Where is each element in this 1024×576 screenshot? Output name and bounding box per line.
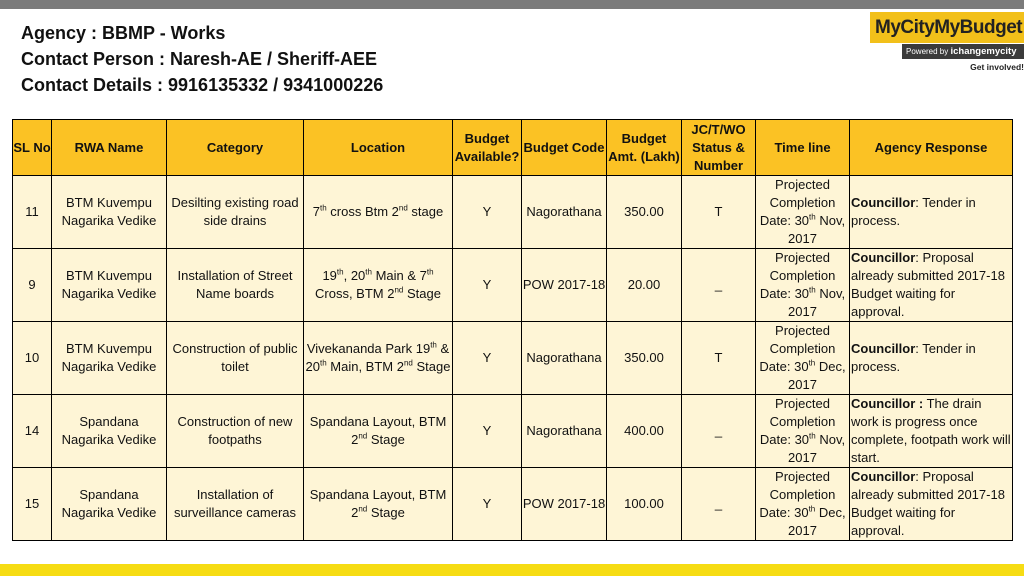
timeline-cell: Projected Completion Date: 30th Nov, 2017 xyxy=(756,249,850,322)
response-text: : Tender in process. xyxy=(851,341,976,374)
table-header-row xyxy=(13,120,1013,176)
location-cell: 7th cross Btm 2nd stage xyxy=(304,176,453,249)
response-label: Councillor xyxy=(851,469,916,484)
status-cell: _ xyxy=(682,249,756,322)
category-cell: Desilting existing road side drains xyxy=(167,176,304,249)
response-text: : Proposal already submitted 2017-18 Budget waiting for approval. xyxy=(851,469,1005,538)
powered-by-label: Powered by xyxy=(906,47,949,56)
category-cell: Construction of public toilet xyxy=(167,322,304,395)
response-label: Councillor : xyxy=(851,396,924,411)
works-table xyxy=(12,119,1013,541)
agency-response-cell xyxy=(850,322,1013,395)
budget-code-cell: POW 2017-18 xyxy=(522,468,607,541)
budget-amount-cell: 350.00 xyxy=(607,322,682,395)
timeline-cell: Projected Completion Date: 30th Nov, 2017 xyxy=(756,176,850,249)
rwa-name-cell: Spandana Nagarika Vedike xyxy=(52,395,167,468)
agency-title: Agency : BBMP - Works xyxy=(21,23,226,43)
column-header: Time line xyxy=(756,120,850,176)
budget-available-cell: Y xyxy=(453,176,522,249)
table-row xyxy=(13,322,1013,395)
budget-amount-cell: 350.00 xyxy=(607,176,682,249)
status-cell: _ xyxy=(682,395,756,468)
table-row xyxy=(13,395,1013,468)
budget-code-cell: Nagorathana xyxy=(522,322,607,395)
response-text: : Proposal already submitted 2017-18 Budget waiting for approval. xyxy=(851,250,1005,319)
status-cell: T xyxy=(682,176,756,249)
location-cell: Spandana Layout, BTM 2nd Stage xyxy=(304,395,453,468)
budget-code-cell: Nagorathana xyxy=(522,176,607,249)
column-header: Budget Available? xyxy=(453,120,522,176)
agency-response-cell xyxy=(850,468,1013,541)
budget-code-cell: POW 2017-18 xyxy=(522,249,607,322)
rwa-name-cell: BTM Kuvempu Nagarika Vedike xyxy=(52,249,167,322)
location-cell: Spandana Layout, BTM 2nd Stage xyxy=(304,468,453,541)
status-cell: _ xyxy=(682,468,756,541)
timeline-cell: Projected Completion Date: 30th Dec, 2017 xyxy=(756,322,850,395)
column-header: RWA Name xyxy=(52,120,167,176)
contact-details: Contact Details : 9916135332 / 9341000226 xyxy=(21,75,384,95)
column-header: Budget Amt. (Lakh) xyxy=(607,120,682,176)
rwa-name-cell: BTM Kuvempu Nagarika Vedike xyxy=(52,176,167,249)
sl-no-cell: 15 xyxy=(13,468,52,541)
response-label: Councillor xyxy=(851,195,916,210)
sl-no-cell: 11 xyxy=(13,176,52,249)
category-cell: Construction of new footpaths xyxy=(167,395,304,468)
column-header: JC/T/WO Status & Number xyxy=(682,120,756,176)
mycitymybudget-logo xyxy=(870,12,1024,76)
column-header: Location xyxy=(304,120,453,176)
logo-wordmark: MyCityMyBudget xyxy=(870,12,1024,43)
table-row xyxy=(13,249,1013,322)
logo-tagline: Get involved! xyxy=(970,62,1024,72)
location-cell: Vivekananda Park 19th & 20th Main, BTM 2nd Stage xyxy=(304,322,453,395)
response-label: Councillor xyxy=(851,250,916,265)
column-header: Agency Response xyxy=(850,120,1013,176)
timeline-cell: Projected Completion Date: 30th Dec, 2017 xyxy=(756,468,850,541)
column-header: Category xyxy=(167,120,304,176)
rwa-name-cell: BTM Kuvempu Nagarika Vedike xyxy=(52,322,167,395)
agency-header xyxy=(21,20,383,98)
budget-available-cell: Y xyxy=(453,395,522,468)
response-text: The drain work is progress once complete, footpath work will start. xyxy=(851,396,1011,465)
budget-available-cell: Y xyxy=(453,322,522,395)
budget-amount-cell: 100.00 xyxy=(607,468,682,541)
table-row xyxy=(13,468,1013,541)
status-cell: T xyxy=(682,322,756,395)
sl-no-cell: 14 xyxy=(13,395,52,468)
logo-powered-by xyxy=(902,44,1024,59)
table-row xyxy=(13,176,1013,249)
response-label: Councillor xyxy=(851,341,916,356)
agency-response-cell xyxy=(850,249,1013,322)
category-cell: Installation of Street Name boards xyxy=(167,249,304,322)
response-text: : Tender in process. xyxy=(851,195,976,228)
column-header: Budget Code xyxy=(522,120,607,176)
timeline-cell: Projected Completion Date: 30th Nov, 2017 xyxy=(756,395,850,468)
column-header: SL No xyxy=(13,120,52,176)
budget-amount-cell: 400.00 xyxy=(607,395,682,468)
budget-code-cell: Nagorathana xyxy=(522,395,607,468)
agency-response-cell xyxy=(850,176,1013,249)
agency-response-cell xyxy=(850,395,1013,468)
location-cell: 19th, 20th Main & 7th Cross, BTM 2nd Stage xyxy=(304,249,453,322)
bottom-border-bar xyxy=(0,564,1024,576)
budget-available-cell: Y xyxy=(453,468,522,541)
top-border-bar xyxy=(0,0,1024,9)
contact-person: Contact Person : Naresh-AE / Sheriff-AEE xyxy=(21,49,378,69)
budget-available-cell: Y xyxy=(453,249,522,322)
sl-no-cell: 10 xyxy=(13,322,52,395)
category-cell: Installation of surveillance cameras xyxy=(167,468,304,541)
sl-no-cell: 9 xyxy=(13,249,52,322)
ichangemycity-brand: ichangemycity xyxy=(950,46,1017,57)
rwa-name-cell: Spandana Nagarika Vedike xyxy=(52,468,167,541)
budget-amount-cell: 20.00 xyxy=(607,249,682,322)
